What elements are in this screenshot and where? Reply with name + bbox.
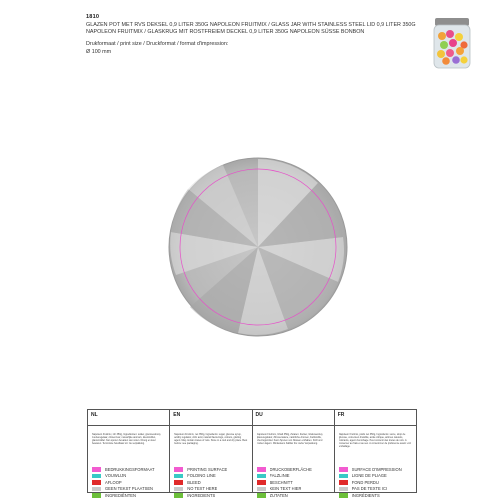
color-legend: [257, 466, 332, 499]
legend-item: BLEED: [174, 479, 249, 486]
color-legend: [339, 466, 414, 499]
product-code: 1810: [86, 14, 100, 20]
legend-item: LIGNE DE PLIAGE: [339, 473, 414, 480]
legend-column-du: [253, 410, 335, 498]
legend-item: FALZLINIE: [257, 473, 332, 480]
folding-line-swatch: [339, 474, 348, 479]
legend-item: FOND PERDU: [339, 479, 414, 486]
legend-column-en: [170, 410, 252, 498]
no-text-swatch: [92, 487, 101, 492]
ingredients-swatch: [174, 493, 183, 498]
product-header: [86, 14, 426, 56]
bleed-swatch: [92, 480, 101, 485]
print-surface-swatch: [92, 467, 101, 472]
legend-item: DRUCKOBERFLÄCHE: [257, 466, 332, 473]
product-description: Napoleon Fruitmix, Inhalt 350g, Zutaten: Zucker, Glukosesirup, Säureregulator, Zitronensäure, natürliche Aromen, Farbstoffe, Überzugsmittel. Kann Spuren von Nüssen enthalten. Kühl und trocken lagern. Mindestens haltbar bis: siehe Verpackung.: [256, 433, 323, 445]
folding-line-swatch: [257, 474, 266, 479]
legend-item: PRINTING SURFACE: [174, 466, 249, 473]
print-size-label: Drukformaat / print size / Druckformat / format d'impression:: [86, 40, 229, 47]
print-surface-swatch: [339, 467, 348, 472]
color-legend: [92, 466, 167, 499]
product-description: Napoleon Fruitmix, poids net 350g, Ingrédients: sucre, sirop de glucose, correcteur d'acidité, acide citrique, arômes naturels, colorants, agent d'enrobage. Peut contenir des traces de noix. A conserver au frais et au sec. A consommer de préférence avant: voir emballage.: [338, 433, 412, 448]
legend-item: SURFACE D'IMPRESSION: [339, 466, 414, 473]
legend-item: INGREDIËNTEN: [92, 492, 167, 499]
print-surface-swatch: [257, 467, 266, 472]
legend-item: VOUWLIJN: [92, 473, 167, 480]
color-legend: [174, 466, 249, 499]
bleed-swatch: [257, 480, 266, 485]
product-thumbnail-image: [432, 16, 472, 70]
diameter-value: Ø 100 mm: [86, 48, 112, 55]
bleed-swatch: [339, 480, 348, 485]
legend-item: BESCHNITT: [257, 479, 332, 486]
ingredients-swatch: [257, 493, 266, 498]
product-description: Napoleon Fruitmix, inh 350g, Ingrediënten: suiker, glucosestroop, zuurteregelaar, citroenzuur, natuurlijke aroma's, kleurstoffen, glansmiddel. Kan sporen bevatten van noten. Droog en koel bewaren. Tenminste houdbaar tot: zie verpakking.: [92, 433, 161, 445]
legend-item: NO TEXT HERE: [174, 486, 249, 493]
legend-table: [87, 409, 417, 498]
language-code: DU: [253, 412, 334, 426]
folding-line-swatch: [92, 474, 101, 479]
legend-item: ZUTATEN: [257, 492, 332, 499]
product-description: Napoleon Fruitmix, net 350g, Ingredients: sugar, glucose syrup, acidity regulator, citric acid, natural flavourings, colours, glazing agent. May contain traces of nuts. Store in a cool and dry place. Best before: see packaging.: [174, 433, 248, 445]
legend-item: INGRÉDIENTS: [339, 492, 414, 499]
legend-item: AFLOOP: [92, 479, 167, 486]
product-title: GLAZEN POT MET RVS DEKSEL 0,9 LITER 350G NAPOLEON FRUITMIX / GLASS JAR WITH STAINLESS STEEL LID 0,9 LITER 350G NAPOLEON FRUITMIX / GLASKRUG MIT ROSTFREIEM DECKEL 0,9 LITER 350G NAPOLEON SÜSSE BONBON: [86, 22, 416, 36]
legend-item: BEDRUKKINGSFORMAAT: [92, 466, 167, 473]
ingredients-swatch: [92, 493, 101, 498]
bleed-swatch: [174, 480, 183, 485]
legend-item: FOLDING LINE: [174, 473, 249, 480]
no-text-swatch: [257, 487, 266, 492]
folding-line-swatch: [174, 474, 183, 479]
legend-item: KEIN TEXT HIER: [257, 486, 332, 493]
ingredients-swatch: [339, 493, 348, 498]
print-surface-swatch: [174, 467, 183, 472]
language-code: NL: [88, 412, 169, 426]
no-text-swatch: [339, 487, 348, 492]
stainless-lid-image: [168, 157, 348, 337]
legend-column-fr: [335, 410, 416, 498]
legend-column-nl: [88, 410, 170, 498]
legend-item: GEEN TEKST PLAATSEN: [92, 486, 167, 493]
legend-item: PAS DE TEXTE ICI: [339, 486, 414, 493]
language-code: EN: [170, 412, 251, 426]
no-text-swatch: [174, 487, 183, 492]
lid-artwork: [168, 157, 348, 337]
legend-item: INGREDIENTS: [174, 492, 249, 499]
language-code: FR: [335, 412, 416, 426]
